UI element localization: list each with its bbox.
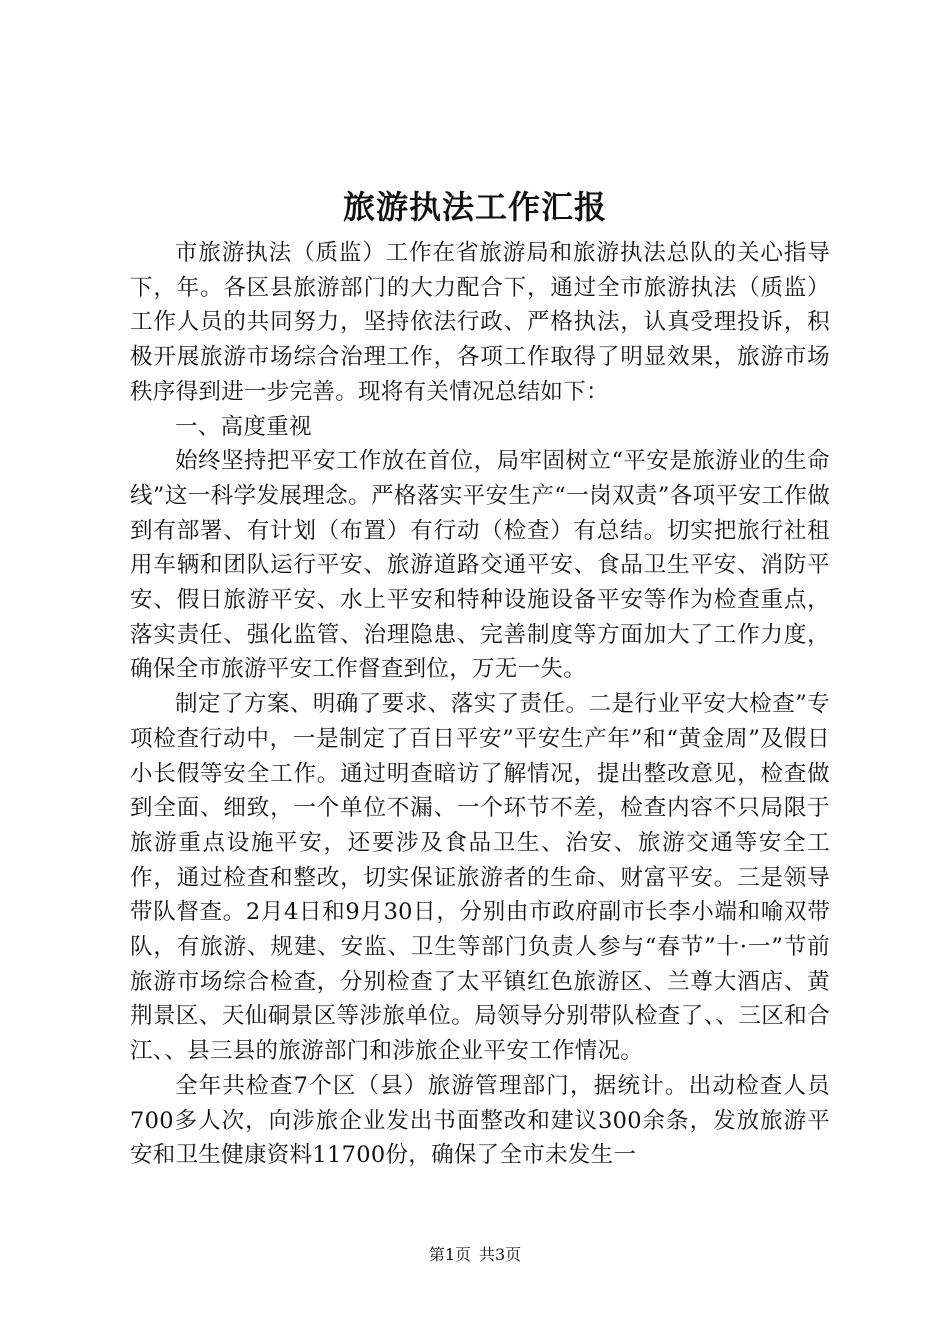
page-number: 第1页 — [428, 1245, 471, 1264]
page-total: 共3页 — [479, 1245, 522, 1264]
paragraph-inspection: 制定了方案、明确了要求、落实了责任。二是行业平安大检查”专项检查行动中，一是制定了百日平安”平安生产年”和“黄金周”及假日小长假等安全工作。通过明查暗访了解情况，提出整改意见，检查做到全面、细致，一个单位不漏、一个环节不差，检查内容不只局限于旅游重点设施平安，还要涉及食品卫生、治安、旅游交通等安全工作，通过检查和整改，切实保证旅游者的生命、财富平安。三是领导带队督查。2月4日和9月30日，分别由市政府副市长李小端和喻双带队，有旅游、规建、安监、卫生等部门负责人参与“春节”十·一”节前旅游市场综合检查，分别检查了太平镇红色旅游区、兰尊大酒店、黄荆景区、天仙硐景区等涉旅单位。局领导分别带队检查了、、三区和合江、、县三县的旅游部门和涉旅企业平安工作情况。 — [130, 691, 830, 1065]
paragraph-statistics: 全年共检查7个区（县）旅游管理部门，据统计。出动检查人员700多人次，向涉旅企业发出书面整改和建议300余条，发放旅游平安和卫生健康资料11700份，确保了全市未发生一 — [130, 1072, 830, 1169]
document-body — [130, 236, 830, 1173]
paragraph-intro: 市旅游执法（质监）工作在省旅游局和旅游执法总队的关心指导下，年。各区县旅游部门的大力配合下，通过全市旅游执法（质监）工作人员的共同努力，坚持依法行政、严格执法，认真受理投诉，积极开展旅游市场综合治理工作，各项工作取得了明显效果，旅游市场秩序得到进一步完善。现将有关情况总结如下： — [130, 240, 830, 405]
page-footer — [0, 1243, 950, 1267]
document-title: 旅游执法工作汇报 — [342, 188, 607, 226]
paragraph-safety: 始终坚持把平安工作放在首位，局牢固树立“平安是旅游业的生命线”这一科学发展理念。严格落实平安生产“一岗双责”各项平安工作做到有部署、有计划（布置）有行动（检查）有总结。切实把旅行社租用车辆和团队运行平安、旅游道路交通平安、食品卫生平安、消防平安、假日旅游平安、水上平安和特种设施设备平安等作为检查重点，落实责任、强化监管、治理隐患、完善制度等方面加大了工作力度，确保全市旅游平安工作督查到位，万无一失。 — [130, 448, 830, 683]
section-heading: 一、高度重视 — [175, 413, 312, 440]
